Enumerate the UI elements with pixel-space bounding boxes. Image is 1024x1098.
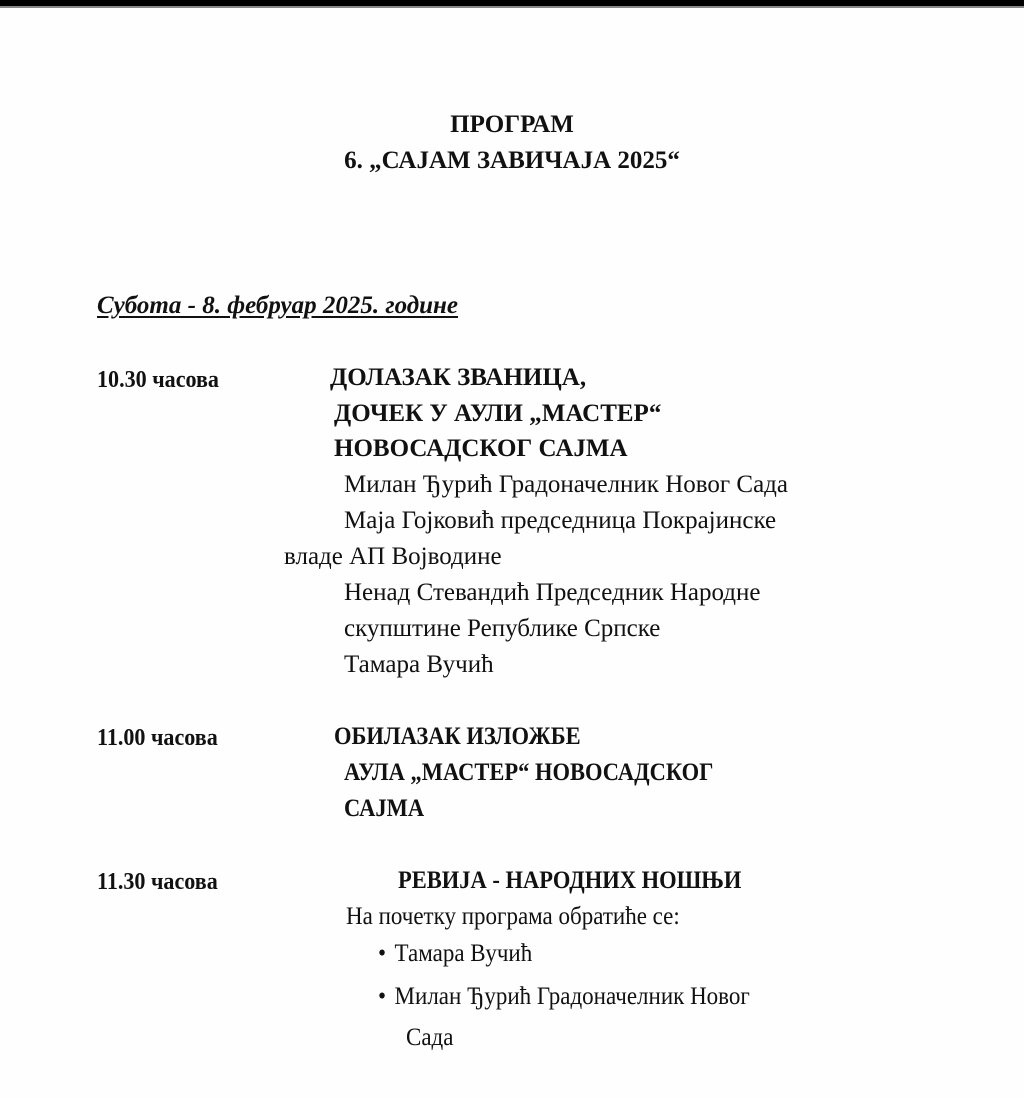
program-title: ПРОГРАМ — [450, 111, 574, 138]
schedule-time: 11.00 часова — [97, 725, 218, 751]
speaker-bullet — [378, 984, 750, 1009]
guest-line: скупштине Републике Српске — [344, 615, 661, 642]
guest-line: Ненад Стевандић Председник Народне — [344, 579, 761, 606]
top-border-shadow — [0, 6, 1024, 8]
guest-line: Тамара Вучић — [344, 651, 494, 678]
schedule-heading: ОБИЛАЗАК ИЗЛОЖБЕ — [334, 723, 581, 750]
fair-title: 6. „САЈАМ ЗАВИЧАЈА 2025“ — [344, 147, 680, 174]
speaker-name: Милан Ђурић Градоначелник Новог — [394, 983, 750, 1010]
guest-line: владе АП Војводине — [284, 543, 502, 570]
guest-line: Маја Гојковић председница Покрајинске — [344, 507, 777, 534]
schedule-heading: ДОЧЕК У АУЛИ „МАСТЕР“ — [334, 400, 662, 427]
schedule-heading: АУЛА „МАСТЕР“ НОВОСАДСКОГ — [344, 759, 714, 786]
day-heading: Субота - 8. фебруар 2025. године — [97, 292, 459, 319]
speakers-intro: На почетку програма обратиће се: — [346, 903, 680, 930]
guest-line: Милан Ђурић Градоначелник Новог Сада — [344, 471, 788, 498]
bullet-icon: • — [378, 983, 387, 1010]
speaker-bullet — [378, 941, 532, 966]
schedule-heading: САЈМА — [344, 795, 425, 822]
schedule-time: 11.30 часова — [97, 869, 218, 895]
schedule-heading: ДОЛАЗАК ЗВАНИЦА, — [330, 364, 587, 391]
speaker-name: Тамара Вучић — [394, 940, 533, 967]
bullet-icon: • — [378, 940, 387, 967]
speaker-continuation: Сада — [406, 1024, 454, 1051]
schedule-heading: НОВОСАДСКОГ САЈМА — [334, 435, 628, 462]
schedule-heading: РЕВИЈА - НАРОДНИХ НОШЊИ — [398, 867, 742, 894]
schedule-time: 10.30 часова — [97, 367, 219, 393]
